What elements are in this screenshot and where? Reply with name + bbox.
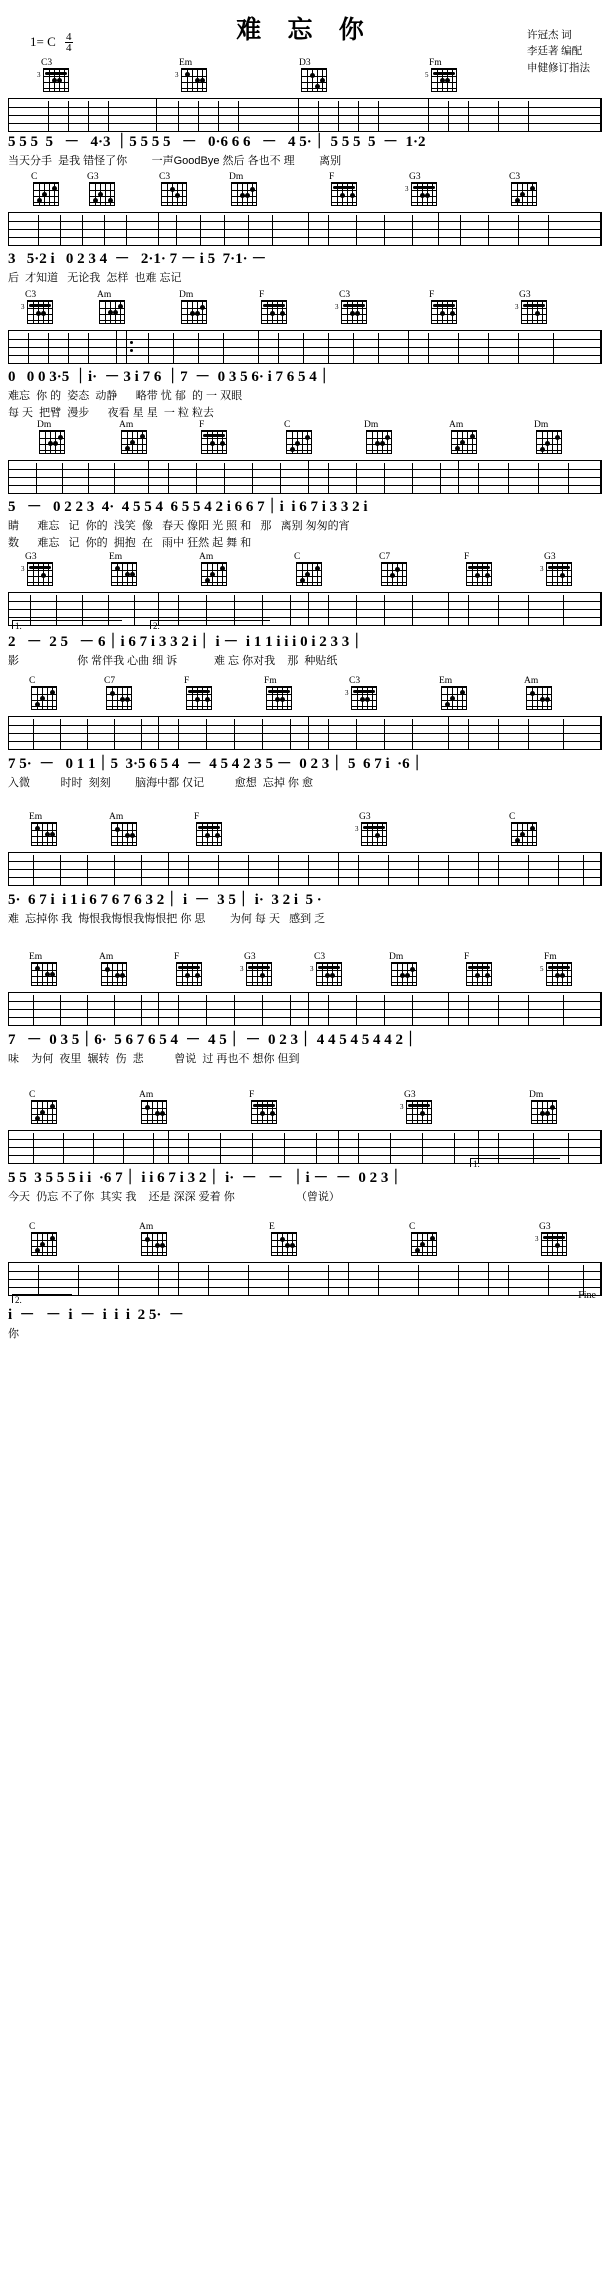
chord-grid (31, 1100, 57, 1124)
fret-number: 3 (540, 565, 544, 573)
chord-diagram (240, 952, 277, 986)
chord-name: C (294, 552, 301, 562)
credit-line: 李廷著 编配 (527, 46, 583, 58)
chord-name: C (29, 1090, 36, 1100)
system-9 (8, 1090, 602, 1164)
chord-grid (526, 686, 552, 710)
chord-grid (431, 300, 457, 324)
chord-name: Dm (37, 420, 52, 430)
chord-grid (161, 182, 187, 206)
chord-grid (310, 962, 342, 986)
chord-grid (451, 430, 477, 454)
chord-diagram (108, 552, 142, 586)
chord-name: Em (29, 812, 43, 822)
lyrics-4b: 数 难忘 记 你的 拥抱 在 雨中 狂然 起 舞 和 (8, 537, 252, 549)
chord-name: C3 (339, 290, 351, 300)
staff-2 (8, 212, 602, 246)
chord-name: F (464, 552, 470, 562)
ending-bracket-1-second: 1. (470, 1158, 560, 1167)
chord-name: F (429, 290, 435, 300)
staff-10 (8, 1262, 602, 1296)
chord-name: Am (524, 676, 539, 686)
lyrics-10: 你 (8, 1328, 19, 1340)
chord-grid (240, 962, 272, 986)
chord-diagram (515, 290, 552, 324)
system-7 (8, 812, 602, 886)
system-3 (8, 290, 602, 364)
system-4 (8, 420, 602, 494)
chord-diagram-row-3 (8, 290, 602, 330)
chord-diagram (28, 676, 62, 710)
chord-grid (31, 686, 57, 710)
chord-name: Am (139, 1222, 154, 1232)
chord-diagram (183, 676, 217, 710)
chord-name: Dm (529, 1090, 544, 1100)
chord-diagram-row-2 (8, 172, 602, 212)
chord-name: Em (179, 58, 193, 68)
chord-diagram-row-8 (8, 952, 602, 992)
system-5 (8, 552, 602, 626)
chord-diagram (528, 1090, 562, 1124)
chord-diagram (178, 290, 212, 324)
note-numbers-6: 7 5· － 0 1 1｜5 3·5 6 5 4 － 4 5 4 2 3 5 － 0 2 3｜ 5 6 7 i ·6｜ (8, 756, 425, 772)
chord-diagram (21, 290, 58, 324)
note-numbers-1: 5 5 5 5 － 4·3 ｜5 5 5 5 － 0·6 6 6 － 4 5·｜ 5 5 5 5 － 1·2 (8, 134, 426, 150)
chord-name: C3 (314, 952, 326, 962)
chord-diagram (138, 1090, 172, 1124)
chord-grid (31, 962, 57, 986)
chord-name: C3 (509, 172, 521, 182)
chord-diagram (28, 1222, 62, 1256)
fret-number: 3 (21, 565, 25, 573)
chord-diagram-row-6 (8, 676, 602, 716)
fret-number: 5 (425, 71, 429, 79)
chord-name: Am (109, 812, 124, 822)
chord-diagram (258, 290, 292, 324)
chord-diagram (448, 420, 482, 454)
chord-grid (331, 182, 357, 206)
ending-bracket-1: 1. (12, 620, 122, 629)
lyrics-6: 入微 时时 刻刻 脑海中都 仅记 愈想 忘掉 你 愈 (8, 777, 313, 789)
fret-number: 3 (310, 965, 314, 973)
chord-name: Am (139, 1090, 154, 1100)
chord-name: Em (439, 676, 453, 686)
chord-diagram (263, 676, 297, 710)
chord-diagram (378, 552, 412, 586)
chord-diagram (355, 812, 392, 846)
page-title: 难 忘 你 (236, 17, 374, 44)
chord-diagram (158, 172, 192, 206)
chord-grid (111, 562, 137, 586)
chord-diagram (335, 290, 372, 324)
chord-diagram (193, 812, 227, 846)
chord-name: Dm (364, 420, 379, 430)
fine-marking: Fine (578, 1290, 596, 1301)
lyrics-1: 当天分手 是我 错怪了你 一声GoodBye 然后 各也不 理 离别 (8, 155, 342, 167)
chord-diagram (363, 420, 397, 454)
time-denominator: 4 (66, 42, 72, 55)
chord-name: E (269, 1222, 275, 1232)
system-8 (8, 952, 602, 1026)
staff-7 (8, 852, 602, 886)
staff-1 (8, 98, 602, 132)
chord-grid (261, 300, 287, 324)
chord-name: Dm (179, 290, 194, 300)
chord-grid (540, 562, 572, 586)
chord-diagram (103, 676, 137, 710)
chord-name: D3 (299, 58, 311, 68)
credit-line: 申健修订指法 (527, 62, 590, 74)
chord-diagram (268, 1222, 302, 1256)
chord-name: F (259, 290, 265, 300)
chord-diagram-row-9 (8, 1090, 602, 1130)
system-6 (8, 676, 602, 750)
chord-grid (101, 962, 127, 986)
chord-name: C3 (159, 172, 171, 182)
chord-grid (425, 68, 457, 92)
chord-grid (176, 962, 202, 986)
chord-name: Am (199, 552, 214, 562)
time-signature (65, 32, 73, 54)
chord-grid (111, 822, 137, 846)
chord-diagram (400, 1090, 437, 1124)
chord-name: C3 (25, 290, 37, 300)
chord-diagram-row-4 (8, 420, 602, 460)
chord-grid (345, 686, 377, 710)
fret-number: 3 (535, 1235, 539, 1243)
chord-grid (271, 1232, 297, 1256)
chord-name: G3 (404, 1090, 416, 1100)
chord-grid (335, 300, 367, 324)
chord-diagram (428, 290, 462, 324)
chord-grid (106, 686, 132, 710)
chord-grid (266, 686, 292, 710)
chord-grid (121, 430, 147, 454)
chord-name: C7 (379, 552, 391, 562)
lyrics-2: 后 才知道 无论我 怎样 也难 忘记 (8, 272, 182, 284)
chord-diagram (508, 812, 542, 846)
chord-name: Am (119, 420, 134, 430)
chord-name: Dm (389, 952, 404, 962)
chord-name: Am (97, 290, 112, 300)
note-numbers-4: 5 － 0 2 2 3 4· 4 5 5 4 6 5 5 4 2 i 6 6 7｜i i 6 7 i 3 3 2 i (8, 499, 368, 515)
chord-diagram (248, 1090, 282, 1124)
chord-name: G3 (359, 812, 371, 822)
lyrics-8: 味 为何 夜里 辗转 伤 悲 曾说 过 再也不 想你 但到 (8, 1053, 300, 1065)
chord-diagram (405, 172, 442, 206)
chord-name: Dm (534, 420, 549, 430)
chord-grid (21, 562, 53, 586)
chord-diagram (540, 952, 577, 986)
chord-grid (466, 962, 492, 986)
lyrics-7: 难 忘掉你 我 悔恨我悔恨我悔恨把 你 思 为何 每 天 感到 乏 (8, 913, 326, 925)
chord-name: F (199, 420, 205, 430)
lyrics-3a: 难忘 你 的 姿态 动静 略带 忧 郁 的 一 双眼 (8, 390, 243, 402)
chord-grid (531, 1100, 557, 1124)
chord-diagram-row-7 (8, 812, 602, 852)
note-numbers-7: 5· 6 7 i i 1 i 6 7 6 7 6 3 2｜ i － 3 5｜ i· 3 2 i 5 · (8, 892, 322, 908)
fret-number: 3 (515, 303, 519, 311)
chord-diagram (345, 676, 382, 710)
note-numbers-10: i － － i － i i i 2 5· － (8, 1307, 184, 1323)
chord-diagram (28, 1090, 62, 1124)
chord-grid (355, 822, 387, 846)
chord-name: C (284, 420, 291, 430)
chord-diagram (425, 58, 462, 92)
fret-number: 3 (405, 185, 409, 193)
chord-name: G3 (519, 290, 531, 300)
chord-name: C (29, 1222, 36, 1232)
chord-grid (21, 300, 53, 324)
chord-grid (175, 68, 207, 92)
chord-diagram (118, 420, 152, 454)
chord-grid (536, 430, 562, 454)
chord-name: C3 (41, 58, 53, 68)
chord-grid (141, 1232, 167, 1256)
chord-diagram (36, 420, 70, 454)
chord-diagram (328, 172, 362, 206)
chord-name: Am (99, 952, 114, 962)
chord-grid (31, 1232, 57, 1256)
chord-diagram (388, 952, 422, 986)
system-1 (8, 58, 602, 132)
chord-grid (540, 962, 572, 986)
chord-diagram-row-5 (8, 552, 602, 592)
chord-grid (201, 430, 227, 454)
chord-diagram (173, 952, 207, 986)
chord-grid (33, 182, 59, 206)
chord-grid (441, 686, 467, 710)
lyrics-5: 影 你 常伴我 心曲 细 诉 难 忘 你对我 那 种贴纸 (8, 655, 338, 667)
chord-name: C (409, 1222, 416, 1232)
lyrics-9: 今天 仍忘 不了你 其实 我 还是 深深 爱着 你 （曾说） (8, 1191, 340, 1203)
chord-diagram (533, 420, 567, 454)
chord-name: C (29, 676, 36, 686)
staff-4 (8, 460, 602, 494)
chord-name: Em (29, 952, 43, 962)
chord-grid (301, 68, 327, 92)
chord-grid (196, 822, 222, 846)
chord-name: G3 (409, 172, 421, 182)
chord-grid (31, 822, 57, 846)
staff-3 (8, 330, 602, 364)
chord-name: G3 (544, 552, 556, 562)
chord-name: F (249, 1090, 255, 1100)
chord-diagram (21, 552, 58, 586)
chord-name: G3 (244, 952, 256, 962)
fret-number: 3 (175, 71, 179, 79)
staff-8 (8, 992, 602, 1026)
key-signature (30, 32, 73, 54)
chord-diagram (463, 552, 497, 586)
chord-diagram (293, 552, 327, 586)
chord-name: C3 (349, 676, 361, 686)
chord-diagram (28, 952, 62, 986)
chord-grid (535, 1232, 567, 1256)
fret-number: 3 (355, 825, 359, 833)
fret-number: 3 (335, 303, 339, 311)
chord-name: Em (109, 552, 123, 562)
chord-diagram (96, 290, 130, 324)
chord-diagram (138, 1222, 172, 1256)
chord-diagram (37, 58, 74, 92)
chord-diagram (508, 172, 542, 206)
note-numbers-9: 5 5 3 5 5 5 i i ·6 7｜ i i 6 7 i 3 2｜ i· － － ｜i － － 0 2 3｜ (8, 1170, 404, 1186)
chord-diagram (198, 552, 232, 586)
chord-grid (286, 430, 312, 454)
chord-name: F (329, 172, 335, 182)
ending-bracket-2-second: 2. (12, 1294, 72, 1303)
chord-grid (296, 562, 322, 586)
chord-diagram-row-10 (8, 1222, 602, 1262)
note-numbers-5: 2 － 2 5 － 6｜i 6 7 i 3 3 2 i｜ i － i 1 1 i i i 0 i 2 3 3｜ (8, 634, 365, 650)
chord-name: G3 (25, 552, 37, 562)
note-numbers-2: 3 5·2 i 0 2 3 4 － 2·1· 7 － i 5 7·1· － (8, 251, 267, 267)
chord-diagram-row-1 (8, 58, 602, 98)
note-numbers-8: 7 － 0 3 5｜6· 5 6 7 6 5 4 － 4 5｜ － 0 2 3｜ 4 4 5 4 5 4 4 2｜ (8, 1032, 419, 1048)
chord-name: F (184, 676, 190, 686)
chord-diagram (98, 952, 132, 986)
chord-grid (405, 182, 437, 206)
chord-diagram (86, 172, 120, 206)
chord-diagram (175, 58, 212, 92)
chord-grid (466, 562, 492, 586)
fret-number: 3 (37, 71, 41, 79)
chord-name: G3 (539, 1222, 551, 1232)
chord-name: C (509, 812, 516, 822)
chord-grid (411, 1232, 437, 1256)
chord-grid (231, 182, 257, 206)
chord-diagram (463, 952, 497, 986)
chord-diagram (298, 58, 332, 92)
chord-name: Fm (544, 952, 557, 962)
staff-6 (8, 716, 602, 750)
chord-grid (251, 1100, 277, 1124)
key-label: 1= C (30, 33, 56, 49)
chord-diagram (228, 172, 262, 206)
lyrics-4a: 睛 难忘 记 你的 浅笑 像 春天 像阳 光 照 和 那 离别 匆匆的宵 (8, 520, 350, 532)
chord-name: Fm (264, 676, 277, 686)
chord-diagram (28, 812, 62, 846)
chord-grid (37, 68, 69, 92)
chord-grid (366, 430, 392, 454)
chord-grid (201, 562, 227, 586)
chord-diagram (108, 812, 142, 846)
chord-grid (99, 300, 125, 324)
chord-name: C (31, 172, 38, 182)
chord-grid (511, 822, 537, 846)
time-numerator: 4 (66, 31, 72, 43)
chord-diagram (438, 676, 472, 710)
chord-grid (89, 182, 115, 206)
chord-grid (181, 300, 207, 324)
system-10 (8, 1222, 602, 1296)
chord-grid (511, 182, 537, 206)
chord-name: F (194, 812, 200, 822)
chord-diagram (310, 952, 347, 986)
note-numbers-3: 0 0 0 3·5 ｜i· － 3 i 7 6 ｜7 － 0 3 5 6· i 7 6 5 4｜ (8, 369, 332, 385)
chord-name: C7 (104, 676, 116, 686)
ending-bracket-2: 2. (150, 620, 270, 629)
chord-grid (141, 1100, 167, 1124)
chord-name: Fm (429, 58, 442, 68)
fret-number: 5 (540, 965, 544, 973)
chord-grid (381, 562, 407, 586)
chord-grid (391, 962, 417, 986)
chord-name: Dm (229, 172, 244, 182)
chord-diagram (198, 420, 232, 454)
chord-name: G3 (87, 172, 99, 182)
chord-name: F (464, 952, 470, 962)
chord-diagram (523, 676, 557, 710)
chord-grid (186, 686, 212, 710)
chord-diagram (540, 552, 577, 586)
chord-name: F (174, 952, 180, 962)
fret-number: 3 (345, 689, 349, 697)
fret-number: 3 (240, 965, 244, 973)
chord-name: Am (449, 420, 464, 430)
chord-grid (400, 1100, 432, 1124)
chord-diagram (283, 420, 317, 454)
lyrics-3b: 每 天 把臂 漫步 夜看 星 星 一 粒 粒去 (8, 407, 214, 419)
chord-diagram (535, 1222, 572, 1256)
system-2 (8, 172, 602, 246)
chord-grid (39, 430, 65, 454)
chord-grid (515, 300, 547, 324)
chord-diagram (408, 1222, 442, 1256)
fret-number: 3 (21, 303, 25, 311)
chord-diagram (30, 172, 64, 206)
credit-line: 许冠杰 词 (527, 30, 572, 41)
fret-number: 3 (400, 1103, 404, 1111)
